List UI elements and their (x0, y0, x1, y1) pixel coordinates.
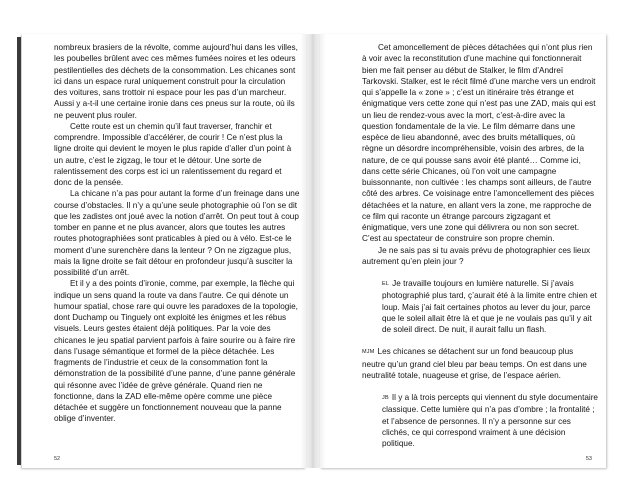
right-page (320, 34, 606, 468)
interview-answer (382, 278, 598, 335)
interview-answer (382, 392, 598, 449)
paragraph: Je ne sais pas si tu avais prévu de photographier ces lieux autrement qu’en plein jour ? (362, 245, 591, 266)
answer-text: Je travaille toujours en lumière naturelle. Si j’avais photographié plus tard, ç’aurait été à la limite entre chien et loup. Mais j’ai fait certaines photos au lever du jour, parce que le soleil allait être là et que je ne voulais pas qu’il y ait de soleil direct. De nuit, il aurait fallu un flash. (382, 279, 597, 334)
paragraph: Cet amoncellement de pièces détachées qui n’ont plus rien à voir avec la reconstitution d’une machine qui fonctionnerait bien me fait penser au début de Stalker, le film d’Andreï Tarkovski. Stalker, est le récit filmé d’une marche vers un endroit qui s’appelle la « zone » ; c’est un itinéraire très étrange et énigmatique vers cette zone qui n’est pas une ZAD, mais qui est un lieu de rendez-vous avec la mort, c’est-à-dire avec la question fondamentale de la vie. Le film démarre dans une espèce de lieu abandonné, avec des bruits métalliques, où règne un désordre incompréhensible, voisin des arbres, de la nature, de ce qui pousse sans avoir été planté… Comme ici, dans cette série Chicanes, où l’on voit une campagne buissonnante, non cultivée : les champs sont ailleurs, de l’autre côté des arbres. Ce voisinage entre l’amoncellement des pièces détachées et la nature, en allant vers la zone, me rapproche de ce film qui raconte un étrange parcours zigzagant et énigmatique, vers une zone qui délivrera ou non son secret. C’est au spectateur de construire son propre chemin. (362, 43, 596, 244)
speaker-initials: EL (382, 281, 390, 287)
paragraph: Cette route est un chemin qu’il faut traverser, franchir et comprendre. Impossible d’accélérer, de courir ! Ce n’est plus la ligne droite qui devient le moyen le plus rapide d’aller d’un point à un autre, c’est le zigzag, le tour et le détour. Une sorte de ralentissement des corps est ici un ralentissement du regard et donc de la pensée. (54, 121, 292, 187)
answer-text: Il y a là trois percepts qui viennent du style documentaire classique. Cette lumière qui n’a pas d’ombre ; la frontalité ; et l’absence de personnes. Il n’y a personne sur ces clichés, ce qui correspond vraiment à une décision politique. (382, 393, 598, 448)
right-page-text (362, 42, 598, 449)
page-number-left: 52 (54, 456, 61, 462)
interview-question (362, 346, 598, 381)
paragraph: Et il y a des points d’ironie, comme, par exemple, la flèche qui indique un sens quand la route va dans l’autre. Ce qui dénote un humour spatial, chose rare qui ouvre les paradoxes de la topologie, dont Duchamp ou Tinguely ont exploité les énigmes et les rébus visuels. Leurs gestes étaient déjà politiques. Par la voie des chicanes le jeu spatial parvient parfois à faire sourire ou à faire rire dans l’usage sémantique et formel de la pièce détachée. Les fragments de l’industrie et ceux de la consommation font la démonstration de la possibilité d’une panne, d’une panne générale qui résonne avec l’idée de grève générale. Quand rien ne fonctionne, dans la ZAD elle-même opère comme une pièce détachée et suggère un fonctionnement nouveau que la panne oblige d’inventer. (54, 279, 298, 424)
paragraph: nombreux brasiers de la révolte, comme aujourd’hui dans les villes, les poubelles brûlent avec ces mêmes fumées noires et les odeurs pestilentielles des déchets de la consommation. Les chicanes sont ici dans un espace rural uniquement construit pour la circulation des voitures, sans trottoir ni espace pour les pas d’un marcheur. Aussi y a-t-il une certaine ironie dans ces pneus sur la route, où ils ne peuvent plus rouler. (54, 43, 298, 120)
left-page-text (54, 42, 300, 425)
speaker-initials: MJM (362, 349, 375, 356)
paragraph: La chicane n’a pas pour autant la forme d’un freinage dans une course d’obstacles. Il n’y a qu’une seule photographie où l’on se dit que les zadistes ont joué avec la notion d’arrêt. On peut tout à coup tomber en panne et ne plus avancer, alors que toutes les autres routes photographiées sont praticables à pied ou à vélo. Est-ce le moment d’une surenchère dans la lenteur ? On ne zigzague plus, mais la ligne droite se fait détour en profondeur jusqu’à susciter la possibilité d’un arrêt. (54, 189, 300, 277)
speaker-initials: JB (382, 395, 389, 401)
left-page (22, 34, 306, 468)
question-text: Les chicanes se détachent sur un fond beaucoup plus neutre qu’un grand ciel bleu par beau temps. On est dans une neutralité totale, nuageuse et grise, de l’espace aérien. (362, 347, 587, 380)
page-number-right: 53 (585, 456, 592, 462)
